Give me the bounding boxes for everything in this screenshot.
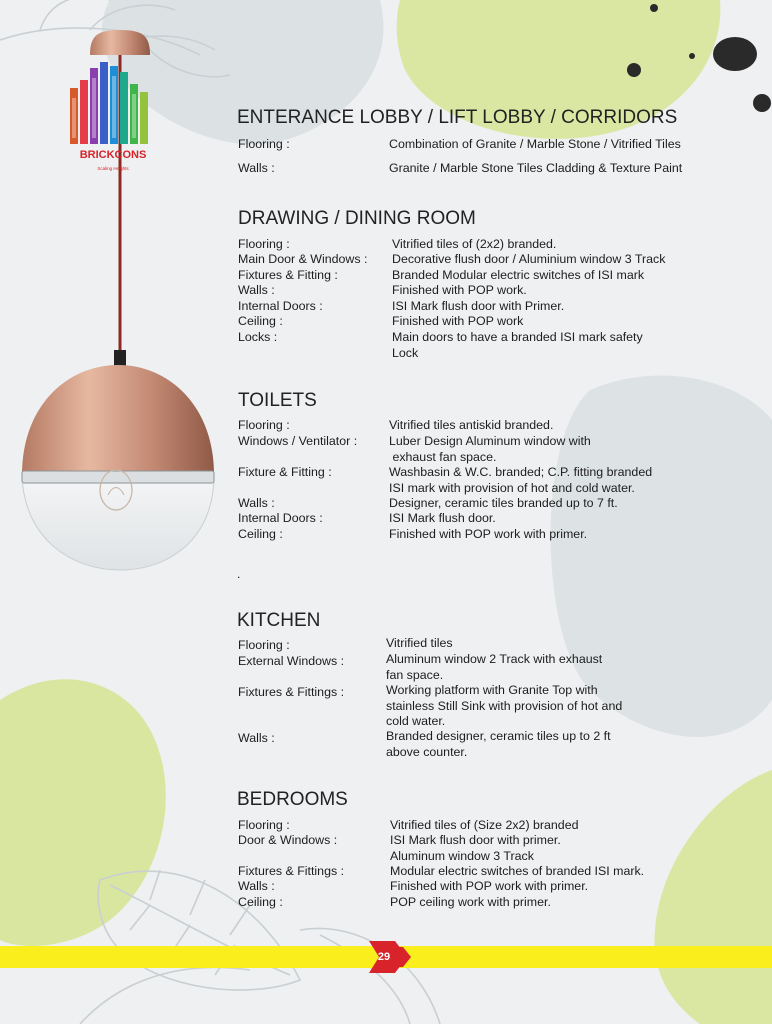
section-title: KITCHEN [237,610,321,631]
spec-value: stainless Still Sink with provision of hot and [386,698,623,713]
spec-label: Internal Doors : [238,511,323,525]
spec-value: Vitrified tiles of (Size 2x2) branded [390,818,579,832]
spec-value: Finished with POP work. [392,283,527,297]
spec-label: Flooring : [238,237,290,251]
spec-label: Door & Windows : [238,833,338,847]
spec-label: Flooring : [238,137,290,151]
spec-value: Granite / Marble Stone Tiles Cladding & Texture Paint [389,161,683,175]
spec-value: ISI mark with provision of hot and cold water. [389,480,635,495]
spec-value: Finished with POP work [392,314,524,328]
spec-value: Modular electric switches of branded ISI mark. [390,864,645,878]
spec-value: Designer, ceramic tiles branded up to 7 ft. [389,496,618,510]
spec-value: fan space. [386,667,444,682]
spec-label: Fixtures & Fittings : [238,864,345,878]
spec-value: Combination of Granite / Marble Stone / Vitrified Tiles [389,137,681,151]
spec-value: ISI Mark flush door with Primer. [392,299,565,313]
section-title: BEDROOMS [237,789,348,810]
spec-label: Internal Doors : [238,299,323,313]
section-title: ENTERANCE LOBBY / LIFT LOBBY / CORRIDORS [237,107,678,128]
spec-label: Flooring : [238,638,290,652]
spec-label: Main Door & Windows : [238,252,368,266]
spec-value: Vitrified tiles [386,636,453,650]
spec-value: ISI Mark flush door. [389,511,496,525]
spec-label: Fixtures & Fittings : [238,685,345,699]
spec-value: ISI Mark flush door with primer. [390,833,561,847]
svg-text:BRICKCONS: BRICKCONS [79,149,147,161]
section-title: DRAWING / DINING ROOM [238,208,476,229]
spec-value: Washbasin & W.C. branded; C.P. fitting branded [389,465,653,479]
spec-label: Walls : [238,731,275,745]
spec-value: cold water. [386,714,446,728]
spec-label: Fixtures & Fitting : [238,268,338,282]
spec-value: Branded Modular electric switches of ISI mark [392,268,645,282]
spec-value: Finished with POP work with primer. [390,879,589,893]
spec-label: Ceiling : [238,314,283,328]
svg-text:Scaling Heights: Scaling Heights [97,166,129,171]
spec-value: exhaust fan space. [389,449,497,464]
spec-label: Walls : [238,161,275,175]
page-number: 29 [377,951,391,963]
spec-value: Lock [392,345,419,360]
stray-mark: . [237,567,241,581]
spec-value: Aluminum window 3 Track [390,848,534,863]
spec-label: Ceiling : [238,527,283,541]
section-title: TOILETS [238,390,317,411]
spec-label: Locks : [238,330,278,344]
spec-value: above counter. [386,744,468,759]
spec-value: Working platform with Granite Top with [386,683,598,697]
spec-label: Ceiling : [238,895,283,909]
spec-label: Flooring : [238,818,290,832]
spec-value: Luber Design Aluminum window with [389,434,591,448]
spec-value: Main doors to have a branded ISI mark safety [392,330,643,344]
spec-label: Walls : [238,879,275,893]
spec-label: Walls : [238,283,275,297]
spec-value: Finished with POP work with primer. [389,527,588,541]
spec-label: Flooring : [238,418,290,432]
spec-label: Fixture & Fitting : [238,465,332,479]
spec-label: External Windows : [238,654,345,668]
spec-label: Windows / Ventilator : [238,434,358,448]
spec-label: Walls : [238,496,275,510]
spec-value: Vitrified tiles of (2x2) branded. [392,237,557,251]
spec-value: POP ceiling work with primer. [390,895,551,909]
spec-value: Vitrified tiles antiskid branded. [389,418,554,432]
spec-value: Branded designer, ceramic tiles up to 2 ft [386,729,611,743]
spec-value: Decorative flush door / Aluminium window 3 Track [392,252,666,266]
spec-value: Aluminum window 2 Track with exhaust [386,652,603,666]
